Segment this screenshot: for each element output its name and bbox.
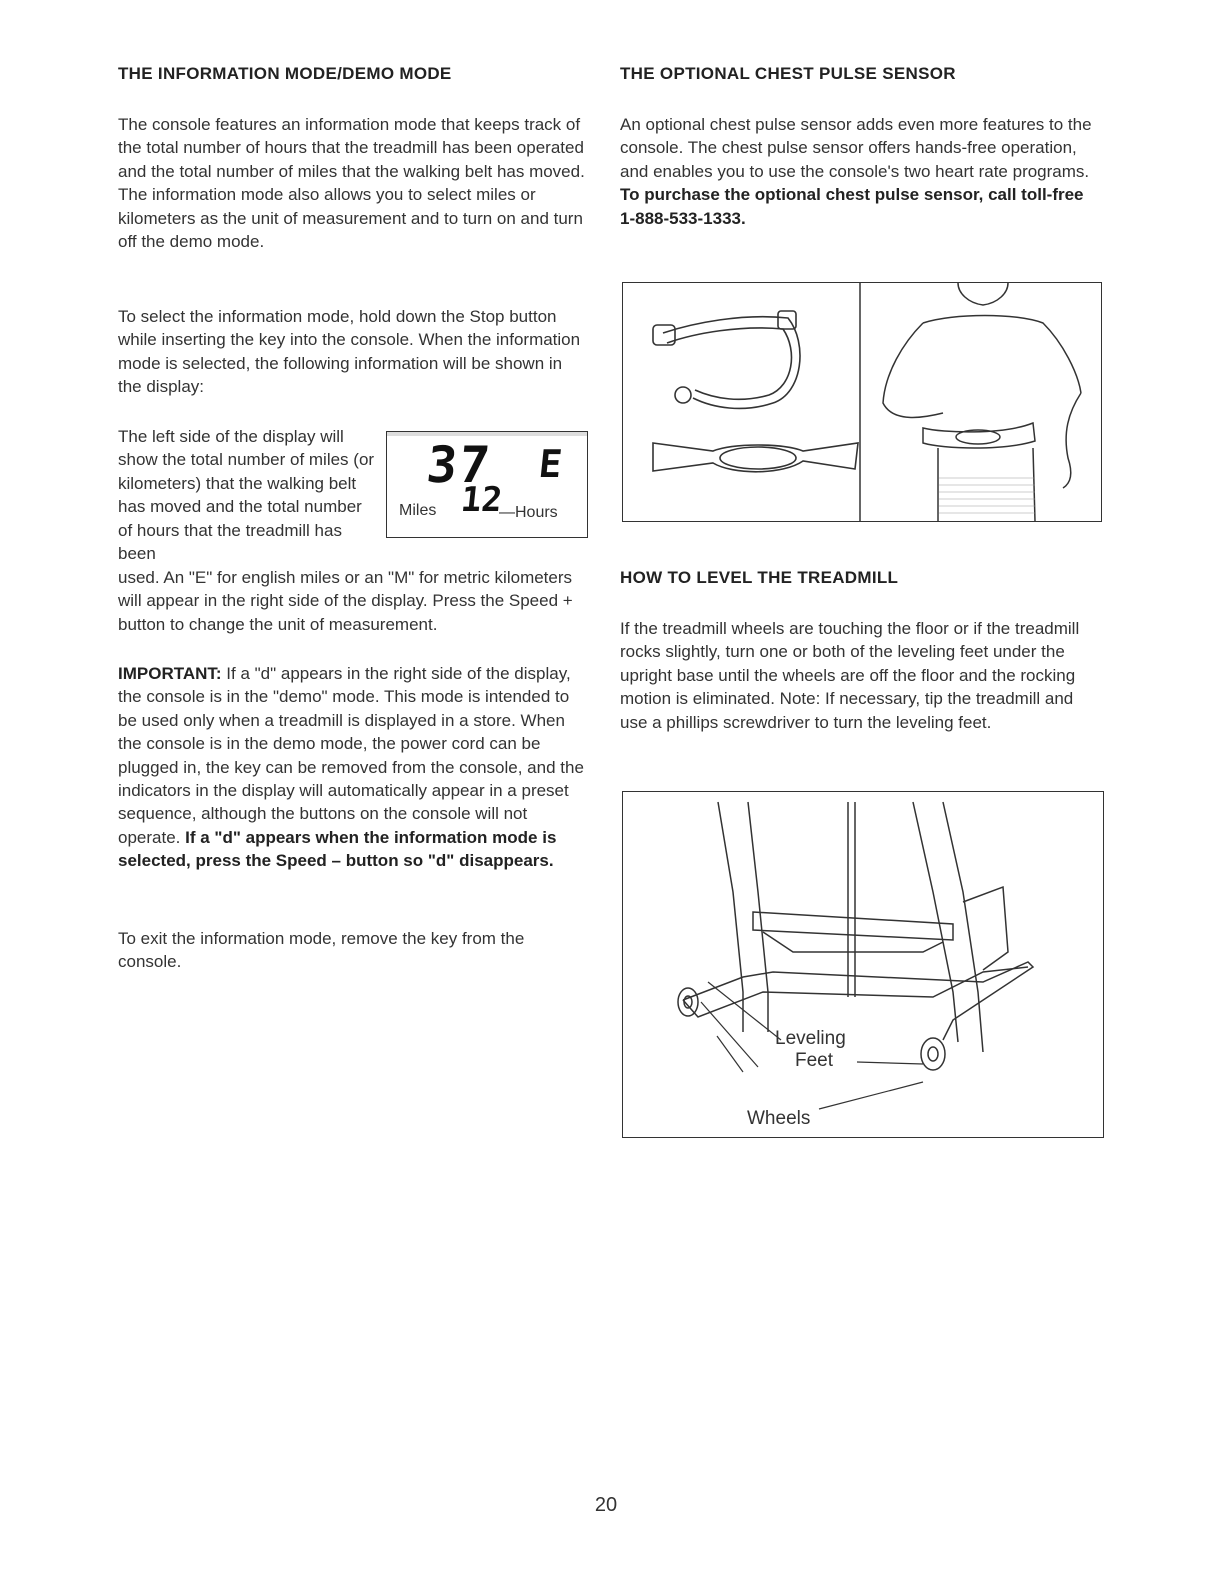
miles-digits: 37	[423, 436, 495, 494]
important-text: If a "d" appears in the right side of the display, the console is in the "demo" mode. This mode is intended to be used only when a treadmill is displayed in a store. When the console is in the demo mode, the power cord can be plugged in, the key can be removed from the console, and the indicators in the display will automatically appear in a preset sequence, although the buttons on the console will not operate.	[118, 664, 584, 847]
paragraph-select-info-mode: To select the information mode, hold down the Stop button while inserting the key into the console. When the information mode is selected, the following information will be shown in the display:	[118, 307, 581, 397]
paragraph-important	[118, 662, 592, 873]
important-bold-instruction: If a "d" appears when the information mode is selected, press the Speed – button so "d" disappears.	[118, 827, 557, 871]
paragraph-display-right-side: used. An "E" for english miles or an "M" for metric kilometers will appear in the right side of the display. Press the Speed + button to change the unit of measurement.	[118, 568, 573, 634]
unit-letter: E	[536, 442, 565, 486]
treadmill-base-illustration	[623, 792, 1103, 1137]
chest-sensor-illustration	[623, 283, 1101, 521]
paragraph-exit-info-mode: To exit the information mode, remove the key from the console.	[118, 929, 525, 972]
heading-information-mode: THE INFORMATION MODE/DEMO MODE	[118, 64, 452, 83]
paragraph-chest-pulse	[620, 113, 1095, 230]
heading-level-treadmill: HOW TO LEVEL THE TREADMILL	[620, 568, 899, 587]
treadmill-leveling-figure	[622, 791, 1104, 1138]
transmitter-icon	[653, 443, 858, 472]
label-leveling: Leveling	[775, 1028, 846, 1049]
important-label: IMPORTANT:	[118, 664, 222, 683]
paragraph-level-treadmill: If the treadmill wheels are touching the floor or if the treadmill rocks slightly, turn one or both of the leveling feet under the upright base until the wheels are off the floor and the rocking motion is eliminated. Note: If necessary, tip the treadmill and use a phillips screwdriver to turn the leveling feet.	[620, 619, 1080, 732]
shorts-hatching	[939, 478, 1035, 513]
paragraph-display-left-side: The left side of the display will show the total number of miles (or kilometers) that the walking belt has moved and the total number of hours that the treadmill has been	[118, 427, 375, 564]
chest-sensor-figure	[622, 282, 1102, 522]
console-display-figure	[386, 431, 588, 538]
hours-digits: 12	[458, 480, 505, 520]
miles-label: Miles	[399, 502, 437, 519]
label-feet: Feet	[795, 1050, 834, 1071]
chest-pulse-purchase: To purchase the optional chest pulse sensor, call toll-free 1-888-533-1333.	[620, 185, 1084, 228]
label-wheels: Wheels	[747, 1108, 811, 1129]
paragraph-information-intro: The console features an information mode that keeps track of the total number of hours that the treadmill has been operated and the total number of miles that the walking belt has moved. The information mode also allows you to select miles or kilometers as the unit of measurement and to turn on and turn off the demo mode.	[118, 115, 585, 252]
treadmill-uprights-icon	[718, 802, 983, 1052]
page-number: 20	[594, 1494, 618, 1516]
chest-pulse-text: An optional chest pulse sensor adds even more features to the console. The chest pulse sensor offers hands-free operation, and enables you to use the console's two heart rate programs.	[620, 115, 1092, 181]
chest-strap-icon	[653, 311, 800, 408]
heading-chest-pulse-sensor: THE OPTIONAL CHEST PULSE SENSOR	[620, 64, 956, 83]
hours-label: —Hours	[499, 504, 558, 521]
